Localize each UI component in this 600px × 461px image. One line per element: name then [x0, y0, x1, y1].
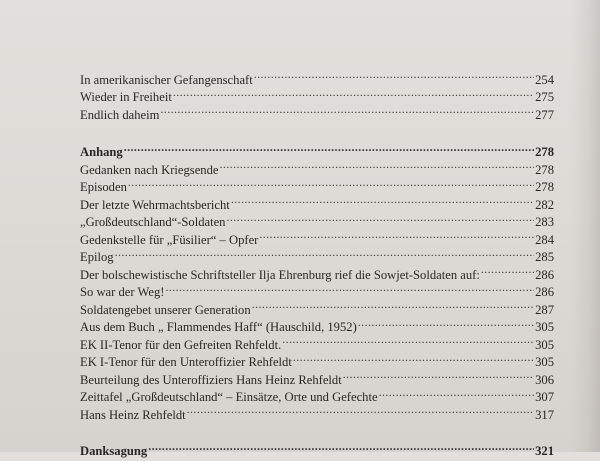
toc-entry	[80, 261, 554, 282]
toc-entry-title: EK I-Tenor für den Unteroffizier Rehfeldt	[80, 355, 292, 369]
page-edge-shadow	[570, 0, 600, 452]
toc-leader-dots	[124, 139, 534, 157]
toc-entry	[80, 191, 554, 212]
toc-leader-dots	[128, 174, 534, 192]
toc-entry-page: 305	[535, 320, 554, 334]
toc-entry-title: Epilog	[80, 250, 114, 264]
toc-entry	[80, 156, 554, 177]
toc-entry-page: 278	[535, 162, 554, 177]
toc-leader-dots	[252, 296, 534, 314]
toc-entry-page: 285	[535, 250, 554, 264]
toc-entry	[80, 244, 554, 262]
toc-entry-page: 317	[535, 407, 554, 422]
toc-entry-page: 305	[535, 337, 554, 352]
toc-entry-page: 282	[535, 197, 554, 212]
toc-entry	[80, 174, 554, 192]
toc-leader-dots	[358, 314, 534, 332]
toc-leader-dots	[173, 84, 534, 102]
toc-entry-title: EK II-Tenor für den Gefreiten Rehfeldt.	[80, 337, 282, 352]
toc-leader-dots	[148, 438, 534, 456]
toc-entry-title: Gedanken nach Kriegsende	[80, 162, 219, 177]
toc-section-page: 278	[535, 145, 554, 159]
toc-entry-page: 284	[535, 232, 554, 247]
toc-entry-title: Soldatengebet unserer Generation	[80, 302, 251, 317]
toc-leader-dots	[282, 331, 534, 349]
toc-section-page: 321	[535, 444, 554, 458]
toc-entry-title: Episoden	[80, 180, 127, 194]
toc-section-heading-anhang	[80, 139, 554, 157]
toc-entry-title: So war der Weg!	[80, 285, 165, 299]
toc-entry	[80, 66, 554, 87]
toc-entry-page: 287	[535, 302, 554, 317]
toc-leader-dots	[343, 366, 534, 384]
toc-section-heading-danksagung	[80, 438, 554, 456]
toc-entry-page: 286	[535, 285, 554, 299]
toc-entry-page: 307	[535, 390, 554, 404]
toc-section-title: Anhang	[80, 145, 123, 159]
toc-section-title: Danksagung	[80, 444, 148, 458]
toc-leader-dots	[165, 279, 534, 297]
toc-entry-page: 305	[535, 355, 554, 369]
toc-entry-title: Endlich daheim	[80, 107, 160, 122]
toc-entry-title: Wieder in Freiheit	[80, 90, 172, 104]
table-of-contents	[80, 66, 554, 458]
toc-leader-dots	[219, 156, 534, 174]
toc-leader-dots	[379, 384, 535, 402]
toc-entry-page: 277	[535, 107, 554, 122]
toc-entry-page: 275	[535, 90, 554, 104]
toc-leader-dots	[231, 191, 534, 209]
toc-leader-dots	[259, 226, 534, 244]
toc-leader-dots	[293, 349, 534, 367]
toc-entry-title: Aus dem Buch „ Flammendes Haff“ (Hauschild, 1952)	[80, 320, 357, 334]
toc-leader-dots	[254, 66, 534, 84]
toc-entry-title: In amerikanischer Gefangenschaft	[80, 72, 253, 87]
toc-entry-title: Gedenkstelle für „Füsilier“ – Opfer	[80, 232, 259, 247]
toc-entry-page: 283	[535, 215, 554, 229]
toc-entry-page: 286	[535, 267, 554, 282]
toc-leader-dots	[226, 209, 534, 227]
toc-entry-title: Der letzte Wehrmachtsbericht	[80, 197, 230, 212]
toc-leader-dots	[115, 244, 535, 262]
toc-leader-dots	[187, 401, 534, 419]
toc-entry-title: „Großdeutschland“-Soldaten	[80, 215, 226, 229]
toc-entry-title: Beurteilung des Unteroffiziers Hans Heinz Rehfeldt	[80, 372, 342, 387]
toc-entry-title: Der bolschewistische Schriftsteller Ilja Ehrenburg rief die Sowjet-Soldaten auf:	[80, 267, 480, 282]
toc-entry-page: 254	[535, 72, 554, 87]
toc-entry-page: 278	[535, 180, 554, 194]
toc-leader-dots	[481, 261, 534, 279]
toc-entry-title: Zeittafel „Großdeutschland“ – Einsätze, Orte und Gefechte	[80, 390, 378, 404]
toc-leader-dots	[160, 101, 534, 119]
toc-entry-title: Hans Heinz Rehfeldt	[80, 407, 186, 422]
toc-entry-page: 306	[535, 372, 554, 387]
